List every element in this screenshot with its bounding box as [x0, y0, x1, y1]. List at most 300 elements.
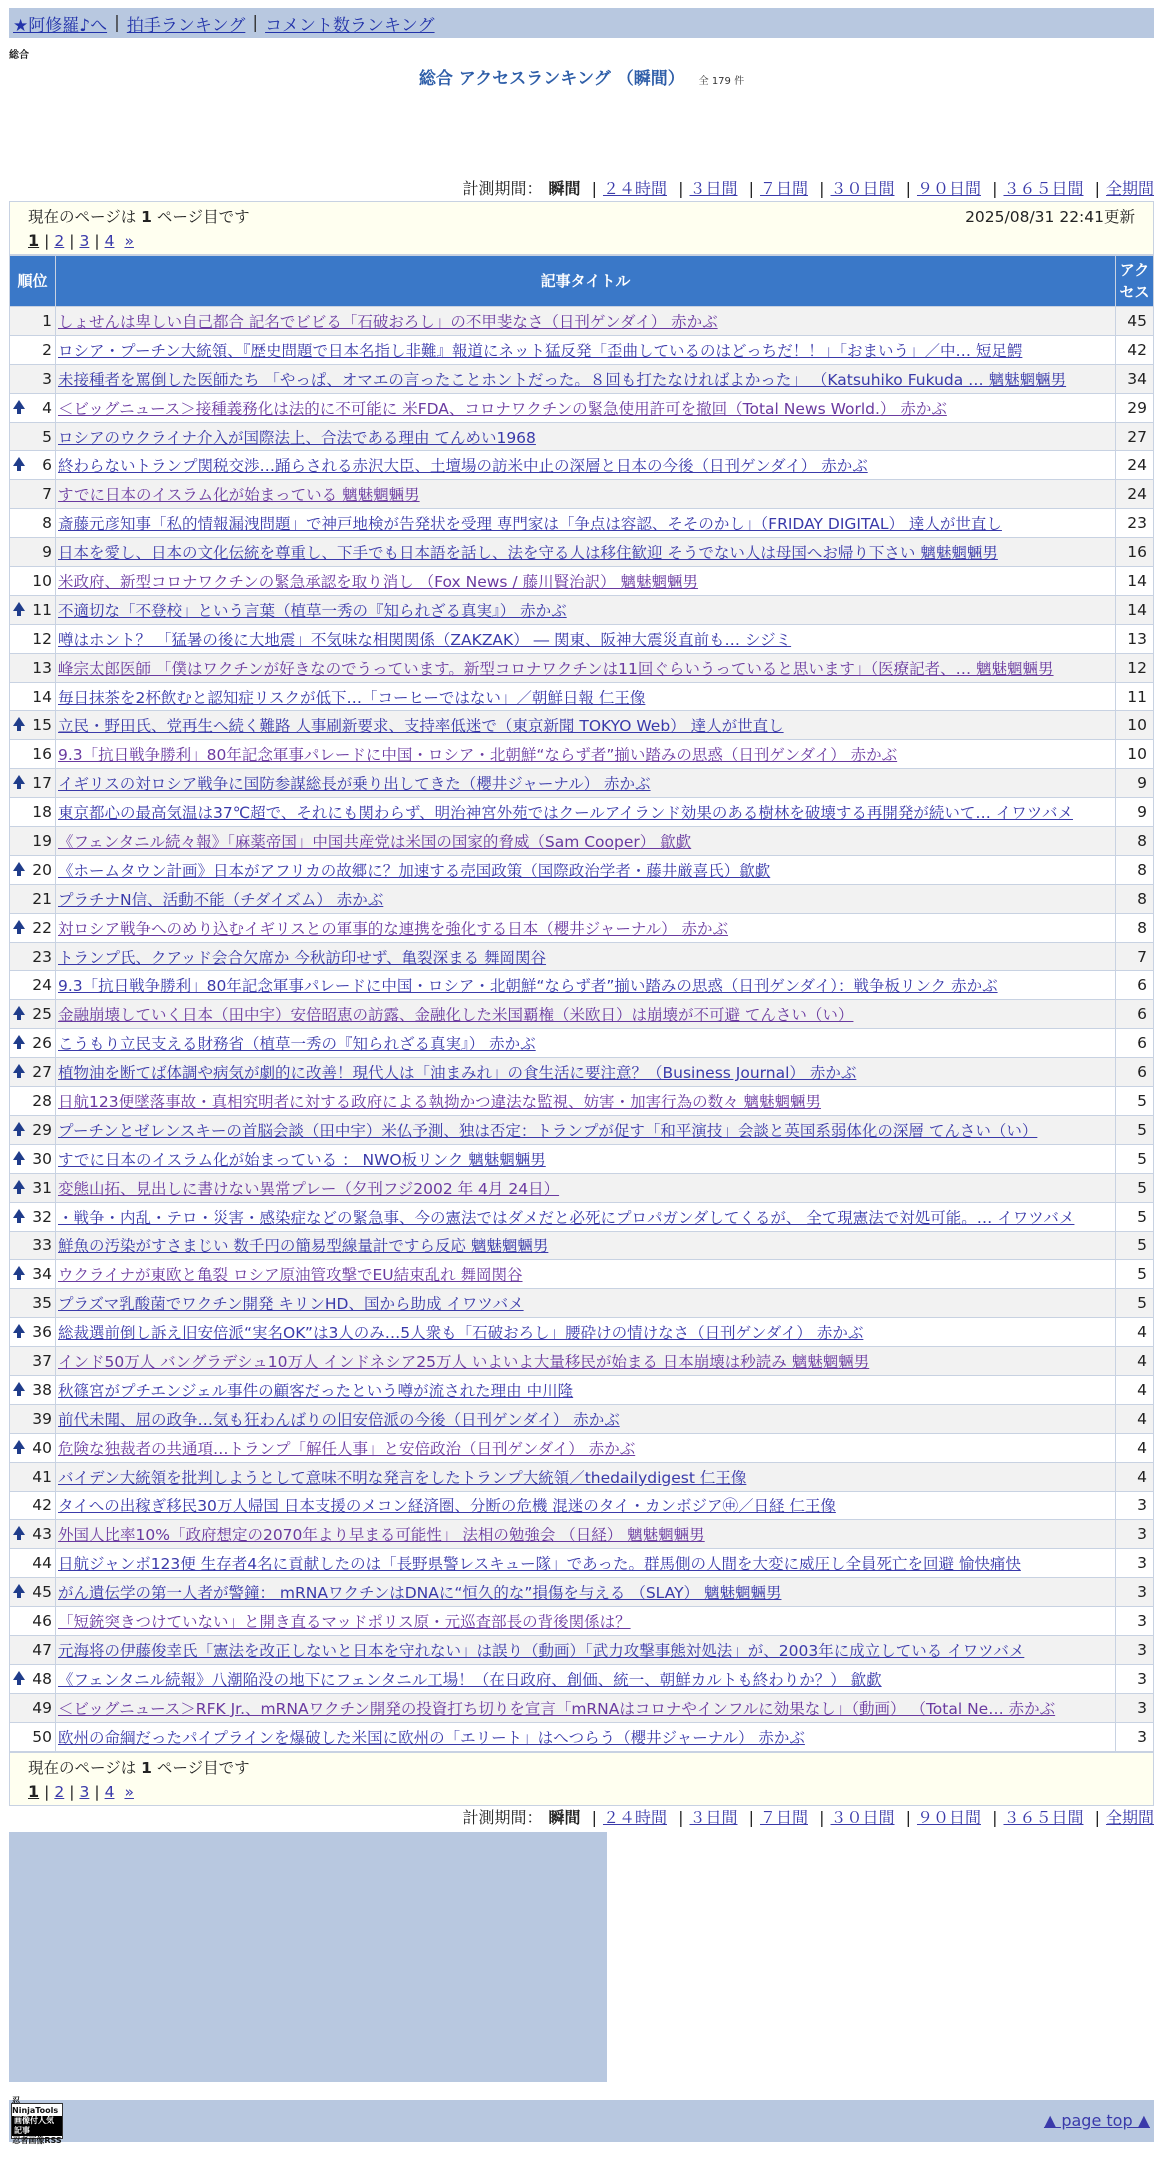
title-cell — [56, 740, 1116, 769]
title-cell — [56, 1115, 1116, 1144]
rank-up-arrow-icon — [13, 400, 25, 409]
article-link[interactable]: しょせんは卑しい自己都合 記名でビビる「石破おろし」の不甲斐なさ（日刊ゲンダイ） 赤かぶ — [58, 312, 718, 331]
rank-up-arrow-icon — [13, 1180, 25, 1189]
page-title — [9, 64, 1154, 89]
title-cell — [56, 1462, 1116, 1491]
article-link[interactable]: 東京都心の最高気温は37℃超で、それにも関わらず、明治神宮外苑ではクールアイランド効果のある樹林を破壊する再開発が続いて… イワツバメ — [58, 804, 1073, 823]
title-cell — [56, 307, 1116, 336]
rank-number: 49 — [32, 1698, 52, 1717]
table-row — [10, 509, 1154, 538]
table-row — [10, 1260, 1154, 1289]
rank-number: 43 — [32, 1525, 52, 1544]
rank-number: 4 — [42, 398, 52, 417]
title-cell — [56, 855, 1116, 884]
table-row — [10, 1318, 1154, 1347]
period-label: 計測期間： — [462, 179, 543, 198]
rank-cell — [10, 335, 56, 364]
article-link[interactable]: プラズマ乳酸菌でワクチン開発 キリンHD、国から助成 イワツバメ — [58, 1295, 524, 1314]
article-link[interactable]: 噂はホント？ 「猛暑の後に大地震」不気味な相関関係（ZAKZAK） ― 関東、阪神大震災直前も… シジミ — [58, 630, 792, 649]
rank-number: 1 — [42, 311, 52, 330]
article-link[interactable]: こうもり立民支える財務省（植草一秀の『知られざる真実』） 赤かぶ — [58, 1035, 536, 1054]
rank-number: 22 — [32, 918, 52, 937]
rank-cell — [10, 1231, 56, 1260]
title-cell — [56, 1520, 1116, 1549]
table-row — [10, 1173, 1154, 1202]
rank-cell — [10, 1693, 56, 1722]
ad-space — [9, 89, 1154, 177]
rank-number: 21 — [32, 889, 52, 908]
title-cell — [56, 1375, 1116, 1404]
article-link[interactable]: ・戦争・内乱・テロ・災害・感染症などの緊急事、今の憲法ではダメだと必死にプロパガンダしてくるが、 全て現憲法で対処可能。… イワツバメ — [58, 1208, 1075, 1227]
article-link[interactable]: ウクライナが東欧と亀裂 ロシア原油管攻撃でEU結束乱れ 舞岡関谷 — [58, 1266, 523, 1285]
access-count: 3 — [1116, 1549, 1154, 1578]
access-count: 6 — [1116, 1029, 1154, 1058]
period-label: 計測期間： — [462, 1807, 543, 1827]
rank-number: 10 — [32, 571, 52, 590]
footer-bar — [9, 2095, 1154, 2145]
table-row — [10, 1058, 1154, 1087]
period-link-all[interactable]: 全期間 — [1105, 1807, 1154, 1827]
title-cell — [56, 711, 1116, 740]
rank-up-arrow-icon — [13, 1324, 25, 1333]
title-cell — [56, 1404, 1116, 1433]
rank-up-arrow-icon — [13, 602, 25, 611]
logo-bottom-text: 忍者画像RSS — [12, 2135, 62, 2145]
rank-number: 32 — [32, 1207, 52, 1226]
article-link[interactable]: がん遺伝学の第一人者が警鐘： mRNAワクチンはDNAに“恒久的な”損傷を与える （SLAY） 魑魅魍魎男 — [58, 1584, 782, 1603]
table-row — [10, 624, 1154, 653]
table-row — [10, 307, 1154, 336]
access-count: 5 — [1116, 1115, 1154, 1144]
article-link[interactable]: バイデン大統領を批判しようとして意味不明な発言をしたトランプ大統領／thedailydigest 仁王像 — [58, 1468, 747, 1487]
article-link[interactable]: 欧州の命綱だったパイプラインを爆破した米国に欧州の「エリート」はへつらう（櫻井ジャーナル） 赤かぶ — [58, 1728, 805, 1747]
table-row — [10, 653, 1154, 682]
page-link-2[interactable]: 2 — [54, 1782, 65, 1801]
title-cell — [56, 1202, 1116, 1231]
table-row — [10, 1722, 1154, 1751]
rank-number: 5 — [42, 427, 52, 446]
period-link-3d[interactable]: ３日間 — [689, 1807, 738, 1827]
article-link[interactable]: 植物油を断てば体調や病気が劇的に改善！現代人は「油まみれ」の食生活に要注意？（Business Journal） 赤かぶ — [58, 1064, 857, 1083]
table-row — [10, 1231, 1154, 1260]
rank-cell — [10, 364, 56, 393]
access-count: 5 — [1116, 1231, 1154, 1260]
table-row — [10, 538, 1154, 567]
rank-up-arrow-icon — [13, 1006, 25, 1015]
article-link[interactable]: 《フェンタニル続々報》「麻薬帝国」中国共産党は米国の国家的脅威（Sam Cooper） 歙歔 — [58, 832, 692, 851]
article-link[interactable]: 9.3「抗日戦争勝利」80年記念軍事パレードに中国・ロシア・北朝鮮“ならず者”揃い踏みの思惑（日刊ゲンダイ） 赤かぶ — [58, 746, 898, 765]
article-link[interactable]: 金融崩壊していく日本（田中宇）安倍昭恵の訪露、金融化した米国覇権（米欧日）は崩壊が不可避 てんさい（い） — [58, 1006, 854, 1025]
title-cell — [56, 1289, 1116, 1318]
period-link-365d[interactable]: ３６５日間 — [1003, 179, 1084, 198]
article-link[interactable]: 9.3「抗日戦争勝利」80年記念軍事パレードに中国・ロシア・北朝鮮“ならず者”揃い踏みの思惑（日刊ゲンダイ）：戦争板リンク 赤かぶ — [58, 977, 998, 996]
period-link-90d[interactable]: ９０日間 — [916, 179, 981, 198]
access-count: 5 — [1116, 1289, 1154, 1318]
rank-up-arrow-icon — [13, 1209, 25, 1218]
table-row — [10, 393, 1154, 422]
table-row — [10, 451, 1154, 480]
title-cell — [56, 1578, 1116, 1607]
title-cell — [56, 1087, 1116, 1116]
rank-cell — [10, 1607, 56, 1636]
rank-number: 24 — [32, 976, 52, 995]
rank-up-arrow-icon — [13, 1035, 25, 1044]
title-cell — [56, 827, 1116, 856]
period-link-365d[interactable]: ３６５日間 — [1003, 1807, 1084, 1827]
title-cell — [56, 1173, 1116, 1202]
access-count: 13 — [1116, 624, 1154, 653]
table-row — [10, 1664, 1154, 1693]
access-count: 5 — [1116, 1087, 1154, 1116]
rank-number: 18 — [32, 803, 52, 822]
rank-cell — [10, 653, 56, 682]
rank-up-arrow-icon — [13, 1526, 25, 1535]
rank-number: 14 — [32, 687, 52, 706]
title-cell — [56, 451, 1116, 480]
access-count: 5 — [1116, 1144, 1154, 1173]
title-cell — [56, 624, 1116, 653]
ninja-tools-logo[interactable] — [11, 2095, 63, 2145]
table-row — [10, 1347, 1154, 1376]
section-tag: 総合 — [9, 50, 29, 61]
table-row — [10, 1404, 1154, 1433]
article-link[interactable]: すでに日本のイスラム化が始まっている ： NWO板リンク 魑魅魍魎男 — [58, 1150, 546, 1169]
access-count: 5 — [1116, 1260, 1154, 1289]
article-link[interactable]: 鮮魚の汚染がすさまじい 数千円の簡易型線量計ですら反応 魑魅魍魎男 — [58, 1237, 549, 1256]
home-link[interactable]: ★阿修羅♪へ — [13, 15, 108, 36]
rank-number: 46 — [32, 1612, 52, 1631]
rank-cell — [10, 1202, 56, 1231]
article-link[interactable]: トランプ氏、クアッド会合欠席か 今秋訪印せず、亀裂深まる 舞岡関谷 — [58, 948, 547, 967]
rank-cell — [10, 1375, 56, 1404]
period-selector-top: 計測期間： 瞬間 | ２４時間 | ３日間 | ７日間 | ３０日間 | ９０日間 | ３６５日間 | 全期間 — [462, 179, 1154, 198]
period-link-3d[interactable]: ３日間 — [689, 179, 738, 198]
period-link-all[interactable]: 全期間 — [1105, 179, 1154, 198]
current-page-text: 現在のページは 1 ページ目です — [28, 208, 250, 226]
article-link[interactable]: 「短銃突きつけていない」と開き直るマッドポリス原・元巡査部長の背後関係は？ — [58, 1613, 631, 1632]
table-row — [10, 682, 1154, 711]
rank-number: 28 — [32, 1091, 52, 1110]
table-row — [10, 1462, 1154, 1491]
table-row — [10, 1693, 1154, 1722]
rank-up-arrow-icon — [13, 1671, 25, 1680]
period-current: 瞬間 — [548, 179, 581, 198]
rank-number: 13 — [32, 658, 52, 677]
rank-cell — [10, 971, 56, 1000]
rank-cell — [10, 1029, 56, 1058]
rank-cell — [10, 567, 56, 596]
article-link[interactable]: ＜ビッグニュース＞接種義務化は法的に不可能に 米FDA、コロナワクチンの緊急使用許可を撤回（Total News World.） 赤かぶ — [58, 399, 947, 418]
article-link[interactable]: すでに日本のイスラム化が始まっている 魑魅魍魎男 — [58, 486, 420, 505]
rank-number: 41 — [32, 1467, 52, 1486]
access-count: 4 — [1116, 1375, 1154, 1404]
access-count: 23 — [1116, 509, 1154, 538]
top-nav-bar — [9, 8, 1154, 38]
ranking-table — [9, 255, 1154, 1752]
access-count: 29 — [1116, 393, 1154, 422]
access-count: 3 — [1116, 1693, 1154, 1722]
rank-number: 44 — [32, 1554, 52, 1573]
article-link[interactable]: プーチンとゼレンスキーの首脳会談（田中宇）米仏予測、独は否定：トランプが促す「和平演技」会談と英国系弱体化の深層 てんさい（い） — [58, 1121, 1038, 1140]
article-link[interactable]: 《ホームタウン計画》日本がアフリカの故郷に？加速する売国政策（国際政治学者・藤井厳喜氏）歙歔 — [58, 861, 771, 880]
access-count: 14 — [1116, 567, 1154, 596]
table-row — [10, 884, 1154, 913]
updated-timestamp: 2025/08/31 22:41更新 — [965, 208, 1135, 226]
title-cell — [56, 1144, 1116, 1173]
period-link-7d[interactable]: ７日間 — [759, 1807, 808, 1827]
article-link[interactable]: 変態山拓、見出しに書けない異常プレー（夕刊フジ2002 年 4月 24日） — [58, 1179, 560, 1198]
rank-number: 40 — [32, 1438, 52, 1457]
article-link[interactable]: 斎藤元彦知事「私的情報漏洩問題」で神戸地検が告発状を受理 専門家は「争点は容認、そそのかし」（FRIDAY DIGITAL） 達人が世直し — [58, 515, 1002, 534]
rank-cell — [10, 1549, 56, 1578]
rank-cell — [10, 942, 56, 971]
title-cell — [56, 1491, 1116, 1520]
access-count: 45 — [1116, 307, 1154, 336]
table-row — [10, 1433, 1154, 1462]
pager-top: 現在のページは 1 ページ目です 2025/08/31 22:41更新 1 | 2 | 3 | 4 » — [9, 201, 1154, 255]
article-link[interactable]: 対ロシア戦争へのめり込むイギリスとの軍事的な連携を強化する日本（櫻井ジャーナル） 赤かぶ — [58, 919, 729, 938]
rank-cell — [10, 1578, 56, 1607]
rank-cell — [10, 913, 56, 942]
rank-up-arrow-icon — [13, 775, 25, 784]
rank-header: 順位 — [10, 256, 56, 307]
article-link[interactable]: 前代未聞、屈の政争…気も狂わんばりの旧安倍派の今後（日刊ゲンダイ） 赤かぶ — [58, 1410, 620, 1429]
title-cell — [56, 884, 1116, 913]
rank-cell — [10, 1722, 56, 1751]
title-cell — [56, 1664, 1116, 1693]
article-link[interactable]: 日本を愛し、日本の文化伝統を尊重し、下手でも日本語を話し、法を守る人は移住歓迎 そうでない人は母国へお帰り下さい 魑魅魍魎男 — [58, 544, 998, 563]
article-link[interactable]: 外国人比率10%「政府想定の2070年より早まる可能性」 法相の勉強会 （日経） 魑魅魍魎男 — [58, 1526, 705, 1545]
rank-number: 9 — [42, 543, 52, 562]
bottom-ad-area — [9, 1832, 1154, 2092]
access-count: 5 — [1116, 1202, 1154, 1231]
rank-number: 26 — [32, 1034, 52, 1053]
access-count: 27 — [1116, 422, 1154, 451]
table-row — [10, 480, 1154, 509]
rank-cell — [10, 1347, 56, 1376]
title-cell — [56, 480, 1116, 509]
rank-cell — [10, 1491, 56, 1520]
article-link[interactable]: 未接種者を罵倒した医師たち 「やっぱ、オマエの言ったことホントだった。８回も打たなければよかった」 （Katsuhiko Fukuda … 魑魅魍魎男 — [58, 370, 1067, 389]
title-cell — [56, 595, 1116, 624]
pager-bottom: 現在のページは 1 ページ目です 1 | 2 | 3 | 4 » — [9, 1752, 1154, 1806]
title-cell — [56, 1607, 1116, 1636]
access-count: 16 — [1116, 538, 1154, 567]
logo-top-text: 忍NinjaTools — [12, 2095, 59, 2115]
table-row — [10, 1202, 1154, 1231]
access-count: 6 — [1116, 1058, 1154, 1087]
article-link[interactable]: プラチナN信、活動不能（チダイズム） 赤かぶ — [58, 890, 384, 909]
article-link[interactable]: 毎日抹茶を2杯飲むと認知症リスクが低下…「コーヒーではない」／朝鮮日報 仁王像 — [58, 688, 646, 707]
access-count: 4 — [1116, 1462, 1154, 1491]
rank-number: 17 — [32, 774, 52, 793]
rank-up-arrow-icon — [13, 1151, 25, 1160]
table-row — [10, 913, 1154, 942]
article-link[interactable]: ロシアのウクライナ介入が国際法上、合法である理由 てんめい1968 — [58, 428, 536, 447]
article-link[interactable]: 終わらないトランプ関税交渉…踊らされる赤沢大臣、土壇場の訪米中止の深層と日本の今後（日刊ゲンダイ） 赤かぶ — [58, 457, 868, 476]
article-link[interactable]: ロシア・プーチン大統領、『歴史問題で日本名指し非難』報道にネット猛反発「歪曲しているのはどっちだ！！」「おまいう」／中… 短足鰐 — [58, 341, 1023, 360]
table-row — [10, 711, 1154, 740]
access-count: 8 — [1116, 884, 1154, 913]
table-row — [10, 335, 1154, 364]
access-count: 24 — [1116, 480, 1154, 509]
title-cell — [56, 393, 1116, 422]
table-row — [10, 1375, 1154, 1404]
page-link-4[interactable]: 4 — [104, 232, 115, 250]
rank-number: 38 — [32, 1380, 52, 1399]
rank-number: 50 — [32, 1727, 52, 1746]
article-link[interactable]: 日航ジャンボ123便 生存者4名に貢献したのは「長野県警レスキュー隊」であった。群馬側の人間を大変に威圧し全員死亡を回避 愉快痛快 — [58, 1555, 1021, 1574]
rank-cell — [10, 1289, 56, 1318]
access-count: 3 — [1116, 1607, 1154, 1636]
title-cell — [56, 769, 1116, 798]
page-top-link[interactable]: ▲ page top ▲ — [1043, 2111, 1150, 2131]
access-count: 14 — [1116, 595, 1154, 624]
table-row — [10, 1635, 1154, 1664]
article-link[interactable]: イギリスの対ロシア戦争に国防参謀総長が乗り出してきた（櫻井ジャーナル） 赤かぶ — [58, 775, 651, 794]
rank-cell — [10, 855, 56, 884]
page-next-link[interactable]: » — [124, 232, 134, 250]
ad-box — [9, 1832, 607, 2082]
article-link[interactable]: 米政府、新型コロナワクチンの緊急承認を取り消し （Fox News / 藤川賢治訳） 魑魅魍魎男 — [58, 572, 699, 591]
table-row — [10, 769, 1154, 798]
page-current: 1 — [28, 231, 40, 250]
title-cell — [56, 364, 1116, 393]
rank-cell — [10, 827, 56, 856]
access-count: 3 — [1116, 1635, 1154, 1664]
article-link[interactable]: 危険な独裁者の共通項…トランプ「解任人事」と安倍政治（日刊ゲンダイ） 赤かぶ — [58, 1439, 636, 1458]
article-link[interactable]: 秋篠宮がプチエンジェル事件の顧客だったという噂が流された理由 中川隆 — [58, 1381, 574, 1400]
access-count: 3 — [1116, 1578, 1154, 1607]
period-selector-bottom: 計測期間： 瞬間 | ２４時間 | ３日間 | ７日間 | ３０日間 | ９０日間 | ３６５日間 | 全期間 — [462, 1807, 1154, 1827]
access-count: 8 — [1116, 913, 1154, 942]
rank-cell — [10, 307, 56, 336]
page-current: 1 — [28, 1781, 40, 1801]
rank-up-arrow-icon — [13, 1064, 25, 1073]
rank-cell — [10, 422, 56, 451]
rank-number: 48 — [32, 1669, 52, 1688]
access-count: 3 — [1116, 1722, 1154, 1751]
article-link[interactable]: 不適切な「不登校」という言葉（植草一秀の『知られざる真実』） 赤かぶ — [58, 601, 567, 620]
rank-cell — [10, 1260, 56, 1289]
article-link[interactable]: 日航123便墜落事故・真相究明者に対する政府による執拗かつ違法な監視、妨害・加害行為の数々 魑魅魍魎男 — [58, 1092, 822, 1111]
title-cell — [56, 1549, 1116, 1578]
rank-number: 6 — [42, 456, 52, 475]
rank-cell — [10, 393, 56, 422]
rank-number: 23 — [32, 947, 52, 966]
table-row — [10, 1289, 1154, 1318]
rank-cell — [10, 740, 56, 769]
title-cell — [56, 1029, 1116, 1058]
table-row — [10, 595, 1154, 624]
article-link[interactable]: 峰宗太郎医師 「僕はワクチンが好きなのでうっています。新型コロナワクチンは11回ぐらいうっていると思います」（医療記者、… 魑魅魍魎男 — [58, 659, 1054, 678]
rank-number: 19 — [32, 831, 52, 850]
title-cell — [56, 1433, 1116, 1462]
rank-cell — [10, 682, 56, 711]
article-link[interactable]: 立民・野田氏、党再生へ続く難路 人事刷新要求、支持率低迷で（東京新聞 TOKYO Web） 達人が世直し — [58, 717, 784, 736]
rank-up-arrow-icon — [13, 1382, 25, 1391]
access-count: 42 — [1116, 335, 1154, 364]
access-count: 10 — [1116, 740, 1154, 769]
access-count: 3 — [1116, 1491, 1154, 1520]
page-link-3[interactable]: 3 — [79, 1782, 90, 1801]
current-page-text: 現在のページは 1 ページ目です — [28, 1758, 250, 1777]
rank-number: 16 — [32, 745, 52, 764]
access-count: 9 — [1116, 769, 1154, 798]
article-link[interactable]: タイへの出稼ぎ移民30万人帰国 日本支援のメコン経済圏、分断の危機 混迷のタイ・カンボジア㊥／日経 仁王像 — [58, 1497, 836, 1516]
rank-cell — [10, 451, 56, 480]
rank-cell — [10, 1462, 56, 1491]
title-cell — [56, 1635, 1116, 1664]
period-link-24h[interactable]: ２４時間 — [602, 179, 667, 198]
access-count: 24 — [1116, 451, 1154, 480]
page-link-4[interactable]: 4 — [104, 1782, 115, 1801]
rank-cell — [10, 1144, 56, 1173]
article-link[interactable]: インド50万人 バングラデシュ10万人 インドネシア25万人 いよいよ大量移民が始まる 日本崩壊は秒読み 魑魅魍魎男 — [58, 1353, 870, 1371]
article-link[interactable]: 総裁選前倒し訴え旧安倍派“実名OK”は3人のみ…5人衆も「石破おろし」腰砕けの情けなさ（日刊ゲンダイ） 赤かぶ — [58, 1324, 864, 1343]
table-row — [10, 798, 1154, 827]
period-link-30d[interactable]: ３０日間 — [830, 179, 895, 198]
page-link-3[interactable]: 3 — [79, 232, 90, 250]
table-row — [10, 1029, 1154, 1058]
access-count: 3 — [1116, 1520, 1154, 1549]
period-link-24h[interactable]: ２４時間 — [602, 1807, 667, 1827]
rank-number: 29 — [32, 1120, 52, 1139]
article-link[interactable]: 元海将の伊藤俊幸氏「憲法を改正しないと日本を守れない」は誤り（動画）「武力攻撃事態対処法」が、2003年に成立している イワツバメ — [58, 1641, 1025, 1660]
rank-number: 47 — [32, 1640, 52, 1659]
rank-cell — [10, 538, 56, 567]
page-next-link[interactable]: » — [124, 1782, 134, 1801]
rank-cell — [10, 1404, 56, 1433]
access-count: 3 — [1116, 1664, 1154, 1693]
applause-ranking-link[interactable]: 拍手ランキング — [126, 15, 246, 36]
rank-cell — [10, 884, 56, 913]
access-count: 10 — [1116, 711, 1154, 740]
rank-number: 2 — [42, 340, 52, 359]
access-count: 8 — [1116, 855, 1154, 884]
page-title-text: 総合 アクセスランキング （瞬間） — [418, 69, 685, 89]
title-cell — [56, 1347, 1116, 1376]
period-link-7d[interactable]: ７日間 — [759, 179, 808, 198]
access-count: 4 — [1116, 1318, 1154, 1347]
table-row — [10, 1549, 1154, 1578]
rank-cell — [10, 1520, 56, 1549]
article-link[interactable]: ＜ビッグニュース＞RFK Jr.、mRNAワクチン開発の投資打ち切りを宣言「mRNAはコロナやインフルに効果なし」（動画） （Total Ne… 赤かぶ — [58, 1699, 1056, 1718]
period-link-90d[interactable]: ９０日間 — [916, 1807, 981, 1827]
rank-up-arrow-icon — [13, 1266, 25, 1275]
comment-ranking-link[interactable]: コメント数ランキング — [265, 15, 435, 36]
title-cell — [56, 798, 1116, 827]
rank-number: 36 — [32, 1323, 52, 1342]
rank-number: 12 — [32, 629, 52, 648]
table-row — [10, 422, 1154, 451]
title-cell — [56, 509, 1116, 538]
article-link[interactable]: 《フェンタニル続報》八潮陥没の地下にフェンタニル工場！（在日政府、創価、統一、朝鮮カルトも終わりか？） 歙歔 — [58, 1670, 882, 1689]
nav-separator: | — [252, 13, 259, 33]
rank-number: 8 — [42, 514, 52, 533]
logo-mid-text: 画像付人気記事 — [12, 2116, 62, 2136]
rank-number: 15 — [32, 716, 52, 735]
rank-number: 42 — [32, 1496, 52, 1515]
period-link-30d[interactable]: ３０日間 — [830, 1807, 895, 1827]
table-row — [10, 740, 1154, 769]
title-cell — [56, 567, 1116, 596]
rank-number: 11 — [32, 600, 52, 619]
page-link-2[interactable]: 2 — [54, 232, 65, 250]
table-row — [10, 1144, 1154, 1173]
rank-number: 30 — [32, 1149, 52, 1168]
rank-cell — [10, 711, 56, 740]
